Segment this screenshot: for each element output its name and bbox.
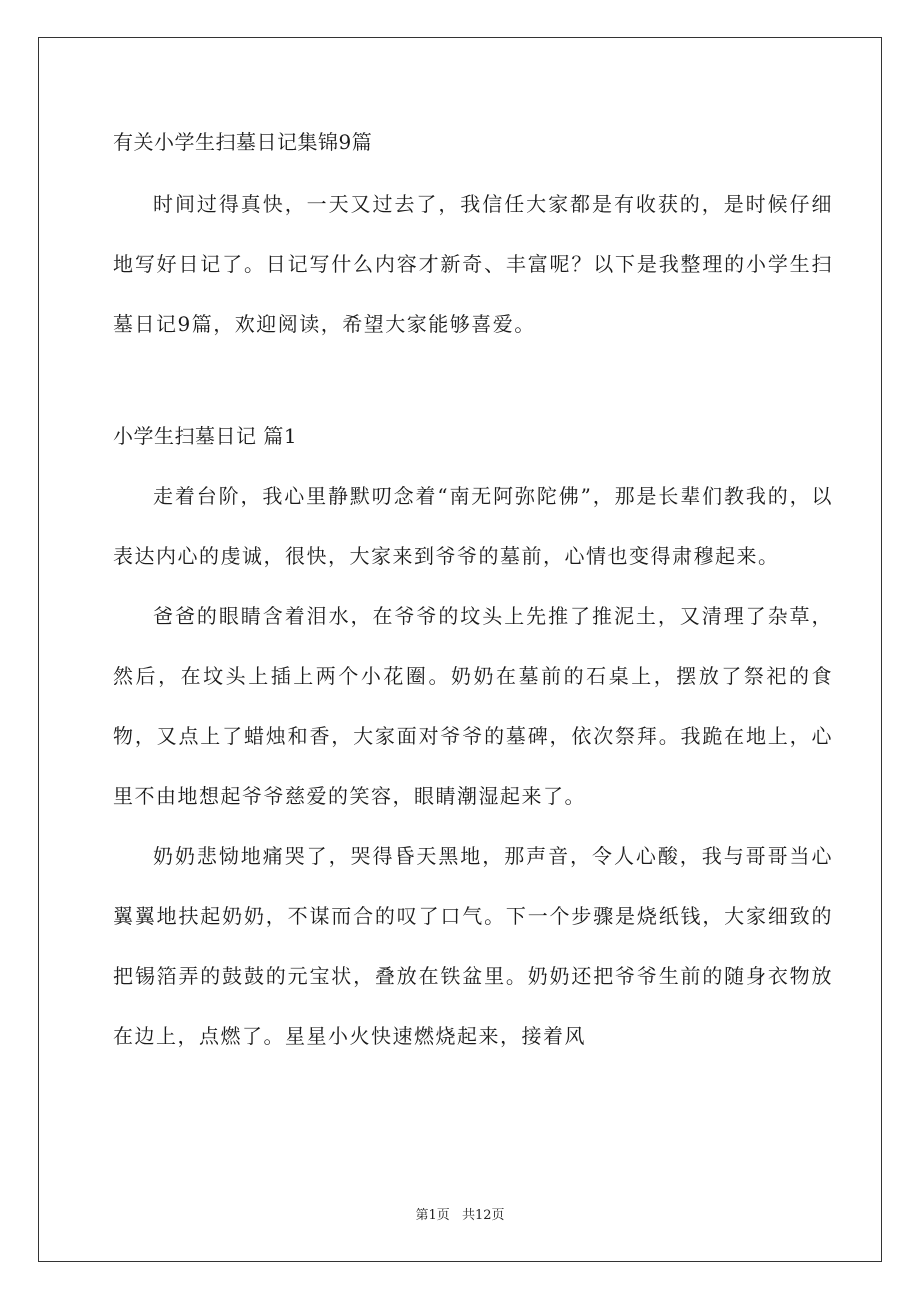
page-footer [0, 1206, 920, 1226]
document-body [113, 122, 833, 1066]
page-number: 第1页 [415, 1208, 450, 1223]
section-heading: 小学生扫墓日记 篇1 [113, 424, 298, 448]
page-total: 共12页 [461, 1208, 505, 1223]
document-title: 有关小学生扫墓日记集锦9篇 [113, 130, 373, 154]
intro-paragraph: 时间过得真快，一天又过去了，我信任大家都是有收获的，是时候仔细地写好日记了。日记写什么内容才新奇、丰富呢？以下是我整理的小学生扫墓日记9篇，欢迎阅读，希望大家能够喜爱。 [113, 192, 833, 336]
section-1 [113, 416, 833, 1066]
section-body [113, 466, 833, 1066]
section-paragraph: 走着台阶，我心里静默叨念着“南无阿弥陀佛”，那是长辈们教我的，以表达内心的虔诚，很快，大家来到爷爷的墓前，心情也变得肃穆起来。 [113, 484, 833, 568]
section-paragraph: 奶奶悲恸地痛哭了，哭得昏天黑地，那声音，令人心酸，我与哥哥当心翼翼地扶起奶奶，不谋而合的叹了口气。下一个步骤是烧纸钱，大家细致的把锡箔弄的鼓鼓的元宝状，叠放在铁盆里。奶奶还把爷爷生前的随身衣物放在边上，点燃了。星星小火快速燃烧起来，接着风 [113, 844, 833, 1048]
section-paragraph: 爸爸的眼睛含着泪水，在爷爷的坟头上先推了推泥土，又清理了杂草，然后，在坟头上插上两个小花圈。奶奶在墓前的石桌上，摆放了祭祀的食物，又点上了蜡烛和香，大家面对爷爷的墓碑，依次祭拜。我跪在地上，心里不由地想起爷爷慈爱的笑容，眼睛潮湿起来了。 [113, 604, 833, 808]
